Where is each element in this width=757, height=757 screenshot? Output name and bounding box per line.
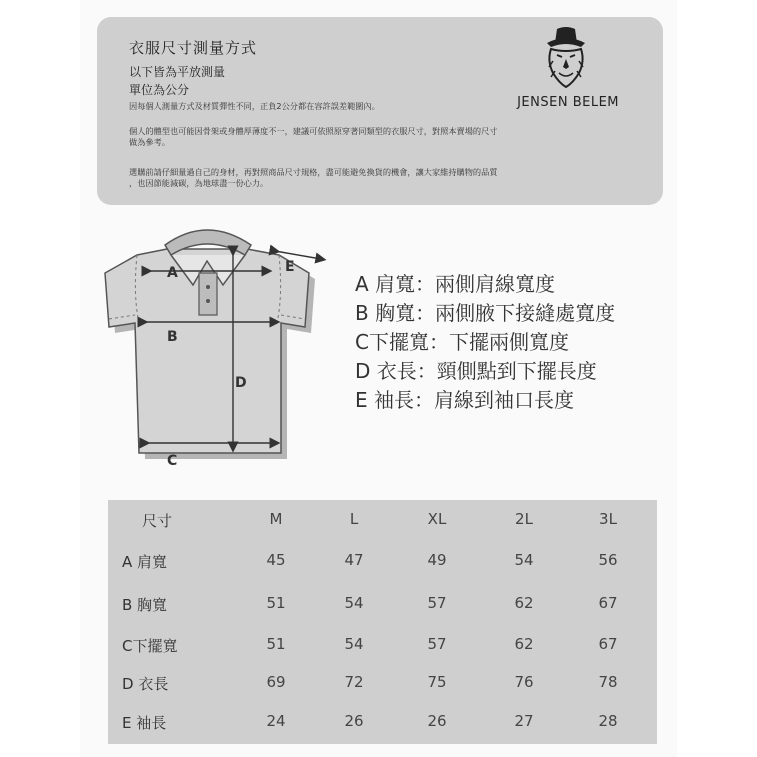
legend-item-b: B 胸寬：兩側腋下接縫處寬度 [355, 301, 616, 325]
table-cell: 76 [514, 673, 534, 691]
legend-item-e: E 袖長：肩線到袖口長度 [355, 388, 574, 412]
table-cell: 24 [266, 712, 286, 730]
table-header-2l: 2L [515, 510, 533, 528]
measurement-info-banner [97, 17, 663, 205]
table-header-xl: XL [427, 510, 447, 528]
banner-tolerance-note: 因每個人測量方式及材質彈性不同，正負2公分都在容許誤差範圍內。 [129, 101, 380, 111]
table-cell: 45 [266, 551, 286, 569]
label-e: E [285, 259, 295, 275]
polo-shirt-icon [95, 215, 335, 470]
table-cell: 26 [427, 712, 447, 730]
table-cell: 67 [598, 594, 618, 612]
table-cell: 51 [266, 635, 286, 653]
table-cell: 57 [427, 635, 447, 653]
table-header-m: M [269, 510, 283, 528]
table-cell: 72 [344, 673, 364, 691]
table-row-label: D 衣長 [122, 675, 169, 693]
lion-with-hat-logo [529, 21, 603, 95]
banner-body-type-note: 個人的體型也可能因骨架或身體厚薄度不一，建議可依照原穿著同類型的衣服尺寸，對照本賣場的尺寸 做為參考。 [129, 126, 498, 147]
legend-item-a: A 肩寬：兩側肩線寬度 [355, 272, 556, 296]
table-cell: 69 [266, 673, 286, 691]
table-cell: 62 [514, 594, 534, 612]
label-a: A [167, 265, 178, 281]
table-cell: 28 [598, 712, 618, 730]
banner-purchase-note: 選購前請仔細量過自己的身材，再對照商品尺寸規格，盡可能避免換貨的機會，讓大家維持購物的品質 ，也因節能減碳，為地球盡一份心力。 [129, 167, 498, 188]
table-cell: 26 [344, 712, 364, 730]
label-b: B [167, 329, 178, 345]
table-cell: 54 [344, 635, 364, 653]
table-cell: 54 [514, 551, 534, 569]
table-row-label: E 袖長 [122, 714, 167, 732]
banner-title: 衣服尺寸測量方式 [129, 39, 258, 57]
table-cell: 49 [427, 551, 447, 569]
table-cell: 27 [514, 712, 534, 730]
brand-name: JENSEN BELEM [517, 95, 619, 110]
banner-flat-measure-note: 以下皆為平放測量 [129, 65, 226, 79]
table-cell: 57 [427, 594, 447, 612]
table-row-label: B 胸寬 [122, 596, 168, 614]
table-cell: 56 [598, 551, 618, 569]
table-header-l: L [349, 510, 359, 528]
table-cell: 78 [598, 673, 618, 691]
table-cell: 75 [427, 673, 447, 691]
table-cell: 51 [266, 594, 286, 612]
table-row-label: A 肩寬 [122, 553, 168, 571]
table-cell: 67 [598, 635, 618, 653]
table-cell: 47 [344, 551, 364, 569]
size-table [108, 500, 657, 744]
legend-item-d: D 衣長：頸側點到下擺長度 [355, 359, 597, 383]
table-header-3l: 3L [599, 510, 617, 528]
measurement-legend [355, 270, 685, 415]
label-d: D [235, 375, 247, 391]
table-cell: 54 [344, 594, 364, 612]
legend-item-c: C下擺寬：下擺兩側寬度 [355, 330, 569, 354]
label-c: C [167, 453, 178, 469]
table-row-label: C下擺寬 [122, 637, 178, 655]
table-header-size: 尺寸 [142, 512, 173, 530]
banner-unit-note: 單位為公分 [129, 83, 190, 97]
table-cell: 62 [514, 635, 534, 653]
